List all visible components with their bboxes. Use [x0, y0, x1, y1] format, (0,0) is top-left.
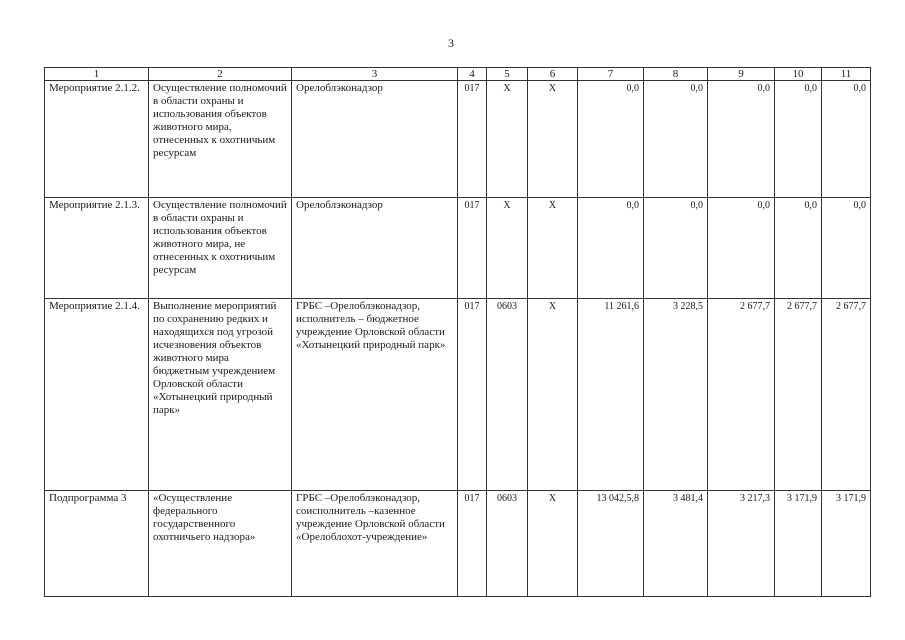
row-value-col10: 0,0	[775, 81, 822, 198]
row-value-col9: 0,0	[708, 198, 775, 299]
row-section-code: 0603	[487, 299, 528, 491]
row-value-col11: 2 677,7	[822, 299, 871, 491]
row-executor: Орелоблэконадзор	[292, 198, 458, 299]
row-target-code: Х	[528, 491, 578, 597]
row-value-col10: 2 677,7	[775, 299, 822, 491]
row-section-code: 0603	[487, 491, 528, 597]
page-number: 3	[448, 36, 454, 50]
header-cell: 8	[644, 68, 708, 81]
row-value-col10: 0,0	[775, 198, 822, 299]
header-cell: 9	[708, 68, 775, 81]
header-cell: 3	[292, 68, 458, 81]
header-cell: 11	[822, 68, 871, 81]
row-value-col8: 3 481,4	[644, 491, 708, 597]
table-row	[45, 299, 871, 491]
row-value-col10: 3 171,9	[775, 491, 822, 597]
row-value-col7: 13 042,5,8	[578, 491, 644, 597]
table-header-row	[45, 68, 871, 81]
table-row	[45, 81, 871, 198]
row-title: Осуществление полномочий в области охраны и использования объектов животного мира, отнесенных к охотничьим ресурсам	[149, 81, 292, 198]
header-cell: 4	[458, 68, 487, 81]
program-table	[44, 67, 871, 597]
row-value-col7: 0,0	[578, 198, 644, 299]
row-title: «Осуществление федерального государственного охотничьего надзора»	[149, 491, 292, 597]
row-section-code: Х	[487, 198, 528, 299]
row-code: Мероприятие 2.1.4.	[45, 299, 149, 491]
row-value-col7: 11 261,6	[578, 299, 644, 491]
row-executor: Орелоблэконадзор	[292, 81, 458, 198]
row-title: Выполнение мероприятий по сохранению редких и находящихся под угрозой исчезновения объектов животного мира бюджетным учреждением Орловской области «Хотынецкий природный парк»	[149, 299, 292, 491]
header-cell: 6	[528, 68, 578, 81]
row-value-col8: 3 228,5	[644, 299, 708, 491]
header-cell: 10	[775, 68, 822, 81]
row-value-col11: 0,0	[822, 81, 871, 198]
row-section-code: Х	[487, 81, 528, 198]
row-target-code: Х	[528, 299, 578, 491]
row-value-col8: 0,0	[644, 81, 708, 198]
row-value-col9: 3 217,3	[708, 491, 775, 597]
header-cell: 2	[149, 68, 292, 81]
row-value-col9: 0,0	[708, 81, 775, 198]
row-value-col11: 0,0	[822, 198, 871, 299]
header-cell: 7	[578, 68, 644, 81]
table-row	[45, 198, 871, 299]
row-executor: ГРБС –Орелоблэконадзор, соисполнитель –казенное учреждение Орловской области «Орелоблохот-учреждение»	[292, 491, 458, 597]
table-row	[45, 491, 871, 597]
row-code: Мероприятие 2.1.3.	[45, 198, 149, 299]
row-grbs-code: 017	[458, 491, 487, 597]
row-value-col11: 3 171,9	[822, 491, 871, 597]
row-grbs-code: 017	[458, 198, 487, 299]
row-executor: ГРБС –Орелоблэконадзор, исполнитель – бюджетное учреждение Орловской области «Хотынецкий природный парк»	[292, 299, 458, 491]
row-code: Мероприятие 2.1.2.	[45, 81, 149, 198]
header-cell: 5	[487, 68, 528, 81]
row-code: Подпрограмма 3	[45, 491, 149, 597]
row-target-code: Х	[528, 198, 578, 299]
row-value-col7: 0,0	[578, 81, 644, 198]
header-cell: 1	[45, 68, 149, 81]
row-value-col9: 2 677,7	[708, 299, 775, 491]
row-grbs-code: 017	[458, 299, 487, 491]
row-title: Осуществление полномочий в области охраны и использования объектов животного мира, не отнесенных к охотничьим ресурсам	[149, 198, 292, 299]
row-target-code: Х	[528, 81, 578, 198]
row-grbs-code: 017	[458, 81, 487, 198]
row-value-col8: 0,0	[644, 198, 708, 299]
